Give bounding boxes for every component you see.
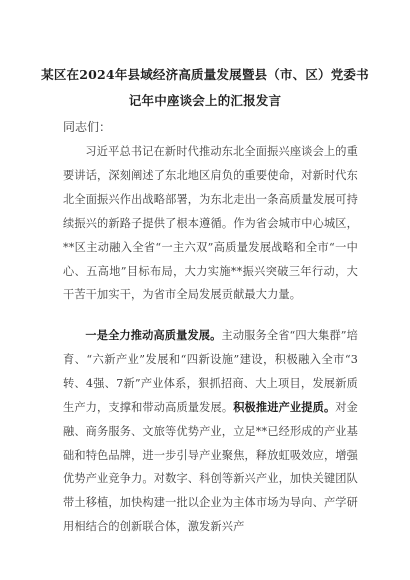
paragraph-high-quality-development xyxy=(63,324,358,539)
paragraph-subheading: 积极推进产业提质。 xyxy=(233,399,336,414)
document-title-line-2: 记年中座谈会上的汇报发言 xyxy=(128,93,282,108)
paragraph-text-continued: 对金融、商务服务、文旅等优势产业，立足**已经形成的产业基础和特色品牌，进一步引导产业聚焦，释放虹吸效应，增强优势产业竞争力。对数字、科创等新兴产业，加快关键团队带土移植，加快构建一批以企业为主体市场为导向、产学研用相结合的创新联合体，激发新兴产 xyxy=(63,400,358,534)
paragraph-intro: 习近平总书记在新时代推动东北全面振兴座谈会上的重要讲话，深刻阐述了东北地区肩负的重要使命，对新时代东北全面振兴作出战略部署，为东北走出一条高质量发展可持续振兴的新路子提供了根本遵循。作为省会城市中心城区，**区主动融入全省“一主六双”高质量发展战略和全市“一中心、五高地”目标布局，大力实施**振兴突破三年行动，大干苦干加实干，为省市全局发展贡献最大力量。 xyxy=(63,145,358,302)
document-title-line-1: 某区在2024年县域经济高质量发展暨县（市、区）党委书 xyxy=(41,67,369,82)
salutation: 同志们： xyxy=(63,120,112,134)
paragraph-text: 主动服务全省“四大集群”培育、“六新产业”发展和“四新设施”建设，积极融入全市“3转、4强、7新”产业体系，狠抓招商、大上项目，发展新质生产力，支撑和带动高质量发展。 xyxy=(63,329,358,414)
paragraph-heading: 一是全力推动高质量发展。 xyxy=(85,328,222,342)
